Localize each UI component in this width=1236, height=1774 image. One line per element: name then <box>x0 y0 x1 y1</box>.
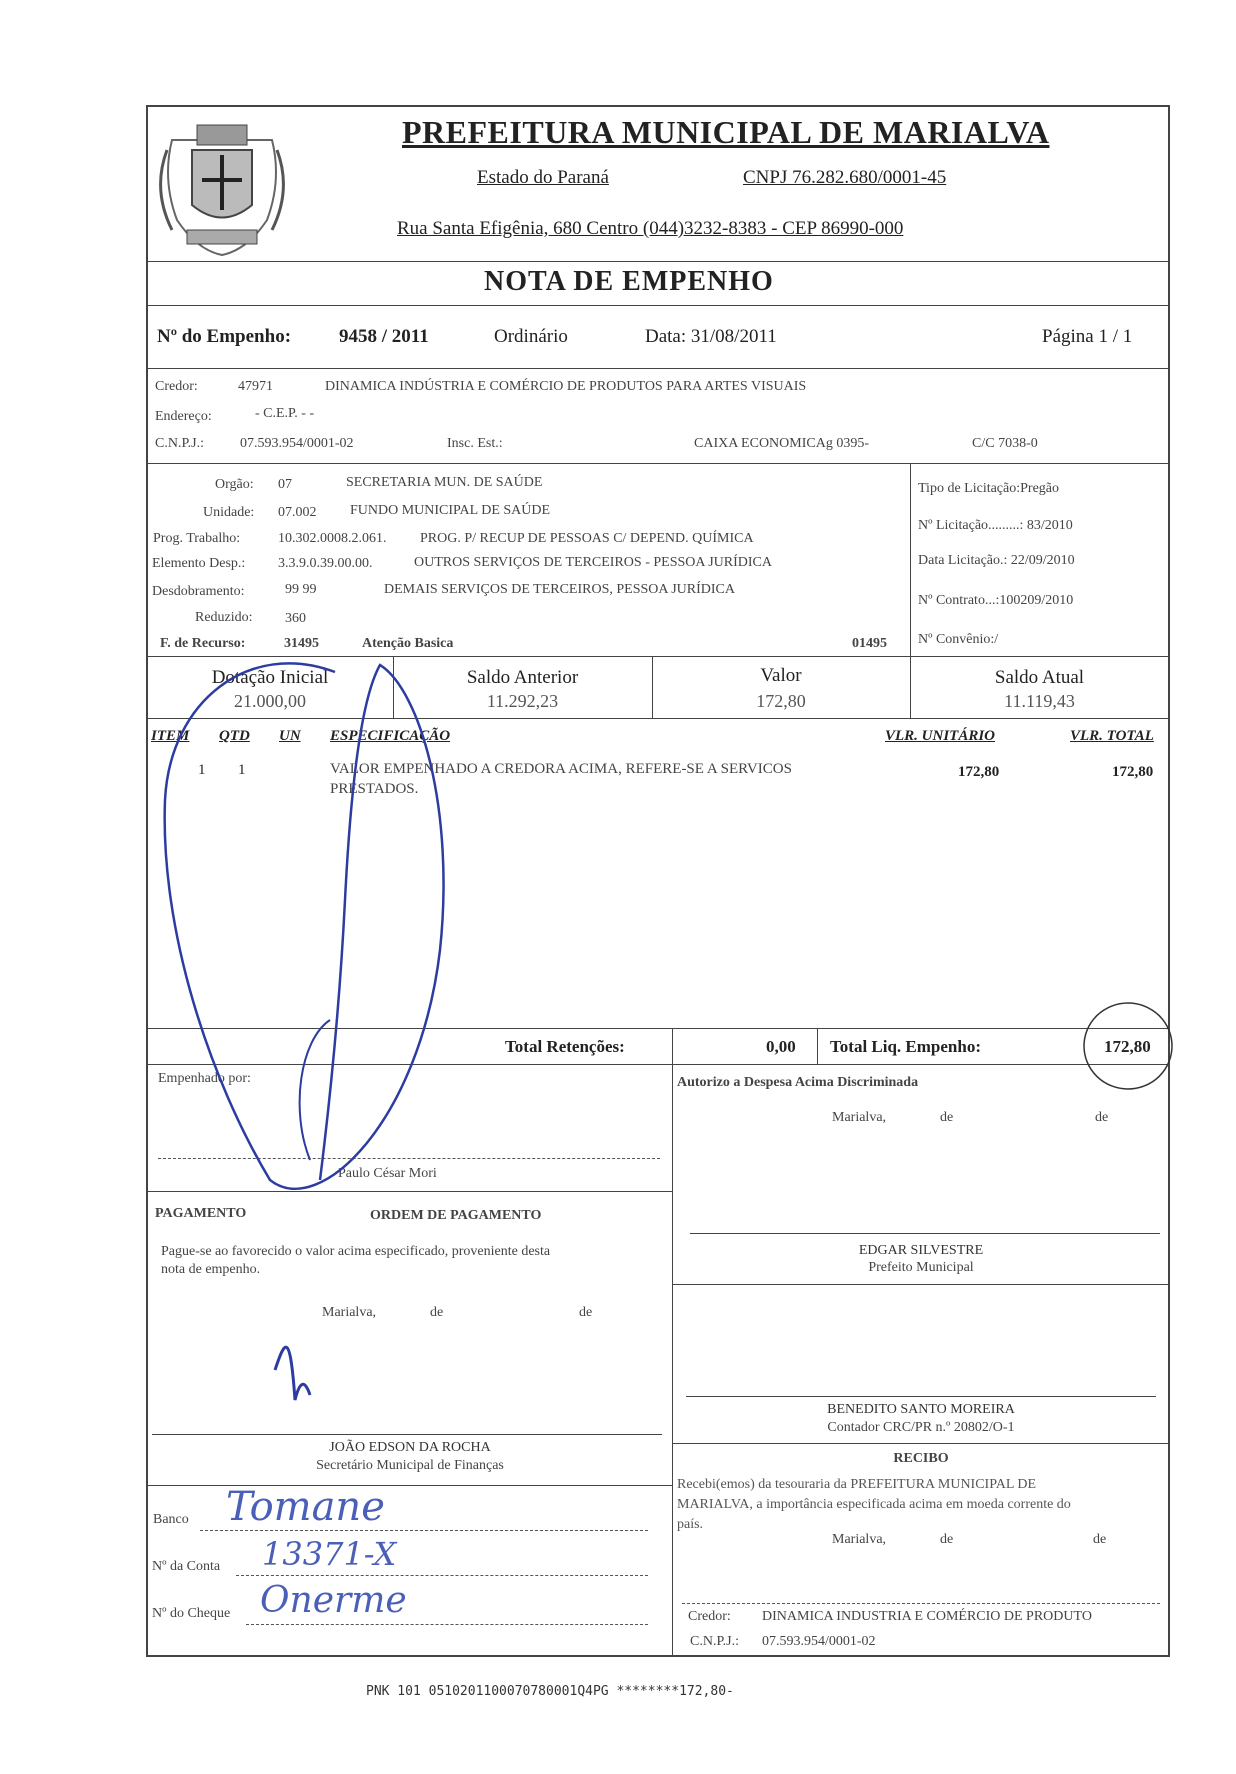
prog-code: 10.302.0008.2.061. <box>278 531 387 546</box>
credor-code: 47971 <box>238 379 273 394</box>
pagamento-signer: JOÃO EDSON DA ROCHA <box>329 1440 491 1455</box>
conta-label: Nº da Conta <box>152 1559 221 1574</box>
autorizo-de1: de <box>940 1110 954 1125</box>
account-cc: C/C 7038-0 <box>972 436 1038 451</box>
conta-handwritten: 13371-X <box>262 1535 397 1573</box>
reduzido-value: 360 <box>285 611 306 626</box>
insc-label: Insc. Est.: <box>447 436 503 451</box>
autorizo-de2: de <box>1095 1110 1109 1125</box>
dotacao-value: 21.000,00 <box>234 691 306 711</box>
recurso-name: Atenção Basica <box>362 636 454 651</box>
cnpj-header: CNPJ 76.282.680/0001-45 <box>743 167 947 188</box>
desdobramento-label: Desdobramento: <box>152 584 245 599</box>
autorizo-place: Marialva, <box>832 1110 887 1125</box>
pagamento-label: PAGAMENTO <box>155 1206 247 1221</box>
pagamento-role: Secretário Municipal de Finanças <box>316 1458 504 1473</box>
saldo-atual-label: Saldo Atual <box>994 667 1085 688</box>
elemento-name: OUTROS SERVIÇOS DE TERCEIROS - PESSOA JURÍDICA <box>414 555 773 570</box>
saldo-anterior-label: Saldo Anterior <box>466 667 579 688</box>
total-liquido-value: 172,80 <box>1104 1037 1151 1056</box>
recibo-de2: de <box>1093 1532 1107 1547</box>
unidade-name: FUNDO MUNICIPAL DE SAÚDE <box>350 503 551 518</box>
recurso-code: 31495 <box>284 636 319 651</box>
recibo-label: RECIBO <box>893 1451 949 1466</box>
elemento-label: Elemento Desp.: <box>152 556 246 571</box>
prog-label: Prog. Trabalho: <box>153 531 241 546</box>
recibo-text-line1: Recebi(emos) da tesouraria da PREFEITURA MUNICIPAL DE <box>677 1477 1037 1492</box>
item-qtd: 1 <box>238 762 246 778</box>
recibo-credor-name: DINAMICA INDUSTRIA E COMÉRCIO DE PRODUTO <box>762 1609 1092 1624</box>
contador-role: Contador CRC/PR n.º 20802/O-1 <box>827 1420 1015 1435</box>
contador-signer: BENEDITO SANTO MOREIRA <box>827 1402 1015 1417</box>
orgao-code: 07 <box>278 477 292 492</box>
unidade-code: 07.002 <box>278 505 317 520</box>
orgao-label: Orgão: <box>215 477 254 492</box>
pagamento-de2: de <box>579 1305 593 1320</box>
data-licitacao: Data Licitação.: 22/09/2010 <box>918 553 1075 568</box>
total-retencoes-value: 0,00 <box>766 1037 796 1056</box>
endereco-label: Endereço: <box>155 409 212 424</box>
saldo-anterior-value: 11.292,23 <box>486 691 559 711</box>
recibo-credor-label: Credor: <box>688 1609 731 1624</box>
col-header-item: ITEM <box>151 728 190 744</box>
page-title: PREFEITURA MUNICIPAL DE MARIALVA <box>402 114 1050 150</box>
valor-label: Valor <box>760 665 802 686</box>
page-number: Página 1 / 1 <box>1042 326 1133 347</box>
empenho-label: Nº do Empenho: <box>157 326 292 347</box>
recurso-label: F. de Recurso: <box>160 636 246 651</box>
cheque-handwritten: Onerme <box>260 1580 407 1621</box>
unidade-label: Unidade: <box>203 505 255 520</box>
col-header-qtd: QTD <box>219 728 250 744</box>
item-unit-value: 172,80 <box>958 764 1000 780</box>
dotacao-label: Dotação Inicial <box>211 667 329 688</box>
pagamento-place: Marialva, <box>322 1305 377 1320</box>
empenhado-name: Paulo César Mori <box>338 1166 437 1181</box>
footer-barcode-text: PNK 101 0510201100070780001Q4PG ********172,80- <box>366 1684 734 1699</box>
recibo-cnpj-label: C.N.P.J.: <box>690 1634 740 1649</box>
pagamento-text-line2: nota de empenho. <box>161 1262 261 1277</box>
desdobramento-code: 99 99 <box>285 582 317 597</box>
document-type-title: NOTA DE EMPENHO <box>484 266 774 297</box>
recibo-cnpj-value: 07.593.954/0001-02 <box>762 1634 876 1649</box>
elemento-code: 3.3.9.0.39.00.00. <box>278 556 373 571</box>
recibo-place: Marialva, <box>832 1532 887 1547</box>
credor-name: DINAMICA INDÚSTRIA E COMÉRCIO DE PRODUTOS PARA ARTES VISUAIS <box>325 379 807 394</box>
item-description-line2: PRESTADOS. <box>330 781 419 797</box>
autorizo-role: Prefeito Municipal <box>868 1260 974 1275</box>
total-retencoes-label: Total Retenções: <box>505 1037 625 1056</box>
state-name: Estado do Paraná <box>477 167 609 188</box>
cnpj-value: 07.593.954/0001-02 <box>240 436 354 451</box>
empenho-date: Data: 31/08/2011 <box>645 326 777 347</box>
bank-info: CAIXA ECONOMICAg 0395- <box>694 436 869 451</box>
pagamento-de1: de <box>430 1305 444 1320</box>
item-number: 1 <box>198 762 206 778</box>
endereco-value: - C.E.P. - - <box>255 406 315 421</box>
autorizo-label: Autorizo a Despesa Acima Discriminada <box>677 1075 919 1090</box>
banco-label: Banco <box>153 1512 189 1527</box>
desdobramento-name: DEMAIS SERVIÇOS DE TERCEIROS, PESSOA JURÍDICA <box>384 582 736 597</box>
autorizo-signer: EDGAR SILVESTRE <box>858 1243 984 1258</box>
recibo-text-line2: MARIALVA, a importância especificada acima em moeda corrente do <box>677 1497 1071 1512</box>
recibo-de1: de <box>940 1532 954 1547</box>
col-header-vlr-total: VLR. TOTAL <box>1070 728 1154 744</box>
col-header-un: UN <box>279 728 301 744</box>
banco-handwritten: Tomane <box>226 1484 385 1530</box>
orgao-name: SECRETARIA MUN. DE SAÚDE <box>346 475 543 490</box>
recurso-number: 01495 <box>852 636 887 651</box>
prog-name: PROG. P/ RECUP DE PESSOAS C/ DEPEND. QUÍMICA <box>420 531 754 546</box>
numero-licitacao: Nº Licitação.........: 83/2010 <box>918 518 1073 533</box>
item-total-value: 172,80 <box>1112 764 1154 780</box>
empenhado-label: Empenhado por: <box>158 1071 251 1086</box>
ordem-pagamento-label: ORDEM DE PAGAMENTO <box>370 1208 542 1223</box>
tipo-licitacao: Tipo de Licitação:Pregão <box>918 481 1060 496</box>
cnpj-label: C.N.P.J.: <box>155 436 205 451</box>
total-liquido-label: Total Liq. Empenho: <box>830 1037 981 1056</box>
numero-contrato: Nº Contrato...:100209/2010 <box>918 593 1074 608</box>
pagamento-text-line1: Pague-se ao favorecido o valor acima especificado, proveniente desta <box>161 1244 551 1259</box>
credor-label: Credor: <box>155 379 198 394</box>
valor-value: 172,80 <box>756 691 806 711</box>
empenho-number: 9458 / 2011 <box>339 326 429 347</box>
saldo-atual-value: 11.119,43 <box>1004 691 1075 711</box>
cheque-label: Nº do Cheque <box>152 1606 231 1621</box>
address: Rua Santa Efigênia, 680 Centro (044)3232-8383 - CEP 86990-000 <box>397 218 904 239</box>
item-description-line1: VALOR EMPENHADO A CREDORA ACIMA, REFERE-SE A SERVICOS <box>330 761 792 777</box>
numero-convenio: Nº Convênio:/ <box>918 632 999 647</box>
col-header-especificacao: ESPECIFICAÇÃO <box>330 728 451 744</box>
recibo-text-line3: país. <box>677 1517 704 1532</box>
reduzido-label: Reduzido: <box>195 610 253 625</box>
col-header-vlr-unitario: VLR. UNITÁRIO <box>885 728 996 744</box>
empenho-type: Ordinário <box>494 326 568 347</box>
